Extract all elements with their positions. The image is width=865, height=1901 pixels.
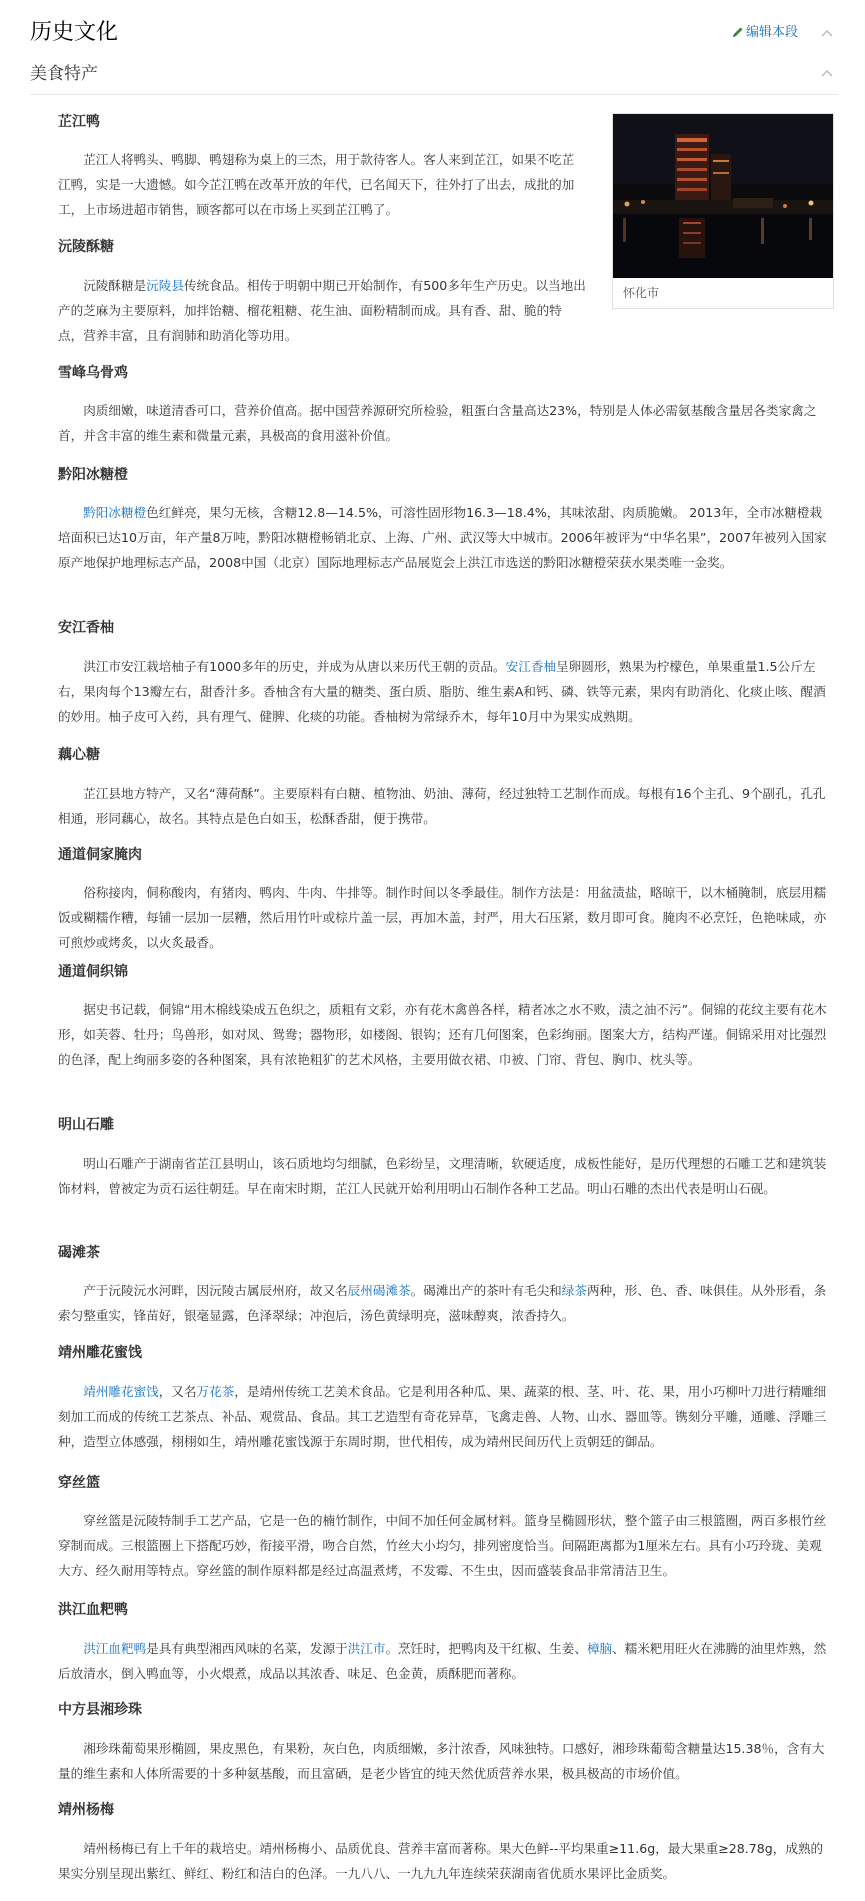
text-run: 明山石雕产于湖南省芷江县明山，该石质地均匀细腻，色彩纷呈，文理清晰，软硬适度，成板性能好，是历代理想的石雕工艺和建筑装饰材料，曾被定为贡石运往朝廷。早在南宋时期，芷江人民就开始利用明山石制作各种工艺品。明山石雕的杰出代表是明山石砚。 [58, 1156, 827, 1196]
section-title: 历史文化 [30, 20, 119, 45]
item-title: 碣滩茶 [58, 1245, 100, 1261]
item-title: 洪江血粑鸭 [58, 1602, 128, 1618]
text-run: 传统食品。相传于明朝中期已开始制作，有500多年生产历史。以当地出产的芝麻为主要原料，加拌饴糖、榴花粗糖、花生油、面粉精制而成。具有香、甜、脆的特点，营养丰富，且有润肺和助消化等功用。 [58, 278, 586, 343]
album-caption: 怀化市 [623, 286, 660, 300]
item-heading [58, 465, 128, 485]
item-heading [58, 237, 114, 257]
text-run: 湘珍珠葡萄果形椭圆，果皮黑色，有果粉，灰白色，肉质细嫩，多汁浓香，风味独特。口感好，湘珍珠葡萄含糖量达15.38％，含有大量的维生素和人体所需要的十多种氨基酸，而且富硒，是老少皆宜的纯天然优质营养水果，极具极高的市场价值。 [58, 1741, 825, 1781]
link-chenzhou-jietan-tea[interactable]: 辰州碣滩茶 [347, 1283, 411, 1298]
item-title: 藕心糖 [58, 747, 100, 763]
item-paragraph [58, 654, 833, 729]
text-run: 沅陵酥糖是 [83, 278, 147, 293]
text-run: 芷江县地方特产，又名“薄荷酥”。主要原料有白糖、植物油、奶油、薄荷，经过独特工艺制作而成。每根有16个主孔、9个副孔，孔孔相通，形同藕心，故名。其特点是色白如玉，松酥香甜，便于携带。 [58, 786, 826, 826]
item-title: 穿丝篮 [58, 1475, 100, 1491]
item-paragraph [58, 1151, 833, 1201]
item-paragraph [58, 1379, 833, 1454]
item-heading [58, 1473, 100, 1493]
text-run: 据史书记载，侗锦“用木棉线染成五色织之，质粗有文彩，亦有花木禽兽各样，精者冰之水不败，渍之油不污”。侗锦的花纹主要有花木形，如芙蓉、牡丹；鸟兽形，如对凤、鸳鸯；器物形，如楼阁、银钩；还有几何图案，色彩绚丽。图案大方，结构严谨。侗锦采用对比强烈的色泽，配上绚丽多姿的各种图案，具有浓艳粗犷的艺术风格，主要用做衣裙、巾被、门帘、背包、胸巾、枕头等。 [58, 1002, 827, 1067]
item-title: 沅陵酥糖 [58, 239, 114, 255]
text-run: 穿丝篮是沅陵特制手工艺产品，它是一色的楠竹制作，中间不加任何金属材料。篮身呈椭圆形状，整个篮子由三根篮圈，两百多根竹丝穿制而成。三根篮圈上下搭配巧妙，衔接平滑，吻合自然，竹丝大小均匀，排列密度恰当。间隔距离都为1厘米左右。具有小巧玲珑、美观大方、经久耐用等特点。穿丝篮的制作原料都是经过高温煮烤，不发霉、不生虫，因而盛装食品非常清洁卫生。 [58, 1513, 827, 1578]
item-heading [58, 1343, 142, 1363]
item-heading [58, 1700, 142, 1720]
item-title: 中方县湘珍珠 [58, 1702, 142, 1718]
item-title: 明山石雕 [58, 1117, 114, 1133]
link-green-tea[interactable]: 绿茶 [561, 1283, 587, 1298]
item-title: 靖州杨梅 [58, 1802, 114, 1818]
item-title: 芷江鸭 [58, 114, 100, 130]
edit-section-label: 编辑本段 [745, 25, 798, 40]
link-yuanling-county[interactable]: 沅陵县 [146, 278, 184, 293]
item-paragraph [58, 500, 833, 575]
item-heading [58, 1800, 114, 1820]
item-heading [58, 1243, 100, 1263]
text-run: 。碣滩出产的茶叶有毛尖和 [410, 1283, 562, 1298]
item-paragraph [58, 1736, 833, 1786]
item-paragraph [58, 1278, 833, 1328]
item-title: 靖州雕花蜜饯 [58, 1345, 142, 1361]
text-run: ，是靖州传统工艺美术食品。它是利用各种瓜、果、蔬菜的根、茎、叶、花、果，用小巧柳叶刀进行精雕细刻加工而成的传统工艺茶点、补品、观赏品、食品。其工艺造型有奇花异草，飞禽走兽、人物、山水、器皿等。镌刻分平雕，通雕、浮雕三种，造型立体感强，栩栩如生，靖州雕花蜜饯源于东周时期，世代相传，成为靖州民间历代上贡朝廷的御品。 [58, 1384, 827, 1449]
link-hongjiang-city[interactable]: 洪江市 [347, 1641, 386, 1656]
text-run: 两种，形、色、香、味俱佳。从外形看，条索匀整重实，锋苗好，银毫显露，色泽翠绿；冲泡后，汤色黄绿明亮，滋味醇爽，浓香持久。 [58, 1283, 827, 1323]
item-paragraph [58, 880, 833, 955]
item-paragraph [58, 398, 833, 448]
item-paragraph [58, 1836, 833, 1886]
item-heading [58, 745, 100, 765]
link-jingzhou-candied-fruit[interactable]: 靖州雕花蜜饯 [83, 1384, 159, 1399]
text-run: 洪江市安江栽培柚子有1000多年的历史，并成为从唐以来历代王朝的贡品。 [83, 659, 506, 674]
item-paragraph [58, 273, 586, 348]
text-run: 。烹饪时，把鸭肉及干红椒、生姜、 [385, 1641, 587, 1656]
item-heading [58, 1600, 128, 1620]
text-run: 俗称接肉，侗称酸肉，有猪肉、鸭肉、牛肉、牛排等。制作时间以冬季最佳。制作方法是：用盆渍盐，略晾干，以木桶腌制，底层用糯饭或糊糯作糟，每铺一层加一层糟，然后用竹叶或棕片盖一层，再加木盖，封严，用大石压紧，数月即可食。腌肉不必烹饪，色艳味咸，亦可煎炒或烤炙，以火炙最香。 [58, 885, 827, 950]
item-paragraph [58, 147, 586, 222]
text-run: 是具有典型湘西风味的名菜，发源于 [146, 1641, 348, 1656]
item-heading [58, 962, 128, 982]
item-heading [58, 1115, 114, 1135]
item-title: 安江香柚 [58, 620, 114, 636]
text-run: 肉质细嫩，味道清香可口，营养价值高。据中国营养源研究所检验，粗蛋白含量高达23%，特别是人体必需氨基酸含量居各类家禽之首，并含丰富的维生素和微量元素，具极高的食用滋补价值。 [58, 403, 817, 443]
text-run: 芷江人将鸭头、鸭脚、鸭翅称为桌上的三杰，用于款待客人。客人来到芷江，如果不吃芷江鸭，实是一大遗憾。如今芷江鸭在改革开放的年代，已名闻天下，往外打了出去，成批的加工，上市场进超市销售，顾客都可以在市场上买到芷江鸭了。 [58, 152, 575, 217]
item-paragraph [58, 1636, 833, 1686]
item-title: 通道侗织锦 [58, 964, 128, 980]
item-heading [58, 363, 128, 383]
item-paragraph [58, 1508, 833, 1583]
item-heading [58, 618, 114, 638]
item-paragraph [58, 997, 833, 1072]
item-heading [58, 112, 100, 132]
text-run: ，又名 [158, 1384, 197, 1399]
item-title: 通道侗家腌肉 [58, 847, 142, 863]
item-heading [58, 845, 142, 865]
link-hongjiang-duck[interactable]: 洪江血粑鸭 [83, 1641, 147, 1656]
item-title: 雪峰乌骨鸡 [58, 365, 128, 381]
link-wanhua-tea[interactable]: 万花茶 [196, 1384, 235, 1399]
subsection-title: 美食特产 [30, 64, 98, 84]
text-run: 、糯米粑用旺火在沸腾的油里炸熟，然后放清水，倒入鸭血等，小火煨煮，成品以其浓香、味足、色金黄，质酥肥而著称。 [58, 1641, 827, 1681]
text-run: 色红鲜亮，果匀无核，含糖12.8—14.5%，可溶性固形物16.3—18.4%，其味浓甜、肉质脆嫩。 2013年，全市冰糖橙栽培面积已达10万亩，年产量8万吨，黔阳冰糖橙畅销北京、上海、广州、武汉等大中城市。2006年被评为“中华名果”，2007年被列入国家原产地保护地理标志产品，2008中国（北京）国际地理标志产品展览会上洪江市选送的黔阳冰糖橙荣获水果类唯一金奖。 [58, 505, 827, 570]
text-run: 产于沅陵沅水河畔，因沅陵古属辰州府，故又名 [83, 1283, 348, 1298]
link-camphor[interactable]: 樟脑 [586, 1641, 613, 1656]
text-run: 靖州杨梅已有上千年的栽培史。靖州杨梅小、品质优良、营养丰富而著称。果大色鲜--平均果重≥11.6g，最大果重≥28.78g，成熟的果实分别呈现出紫红、鲜红、粉红和洁白的色泽。一九八八、一九九九年连续荣获湖南省优质水果评比金质奖。 [58, 1841, 824, 1881]
item-title: 黔阳冰糖橙 [58, 467, 128, 483]
link-anjiang-pomelo[interactable]: 安江香柚 [505, 659, 557, 674]
text-run: 呈卵圆形，熟果为柠檬色，单果重量1.5公斤左右，果肉每个13瓣左右，甜香汁多。香柚含有大量的糖类、蛋白质、脂肪、维生素A和钙、磷、铁等元素，果肉有助消化、化痰止咳、醒酒的妙用。柚子皮可入药，具有理气、健脾、化痰的功能。香柚树为常绿乔木，每年10月中为果实成熟期。 [58, 659, 826, 724]
link-qianyang-orange[interactable]: 黔阳冰糖橙 [83, 505, 147, 520]
item-paragraph [58, 781, 833, 831]
